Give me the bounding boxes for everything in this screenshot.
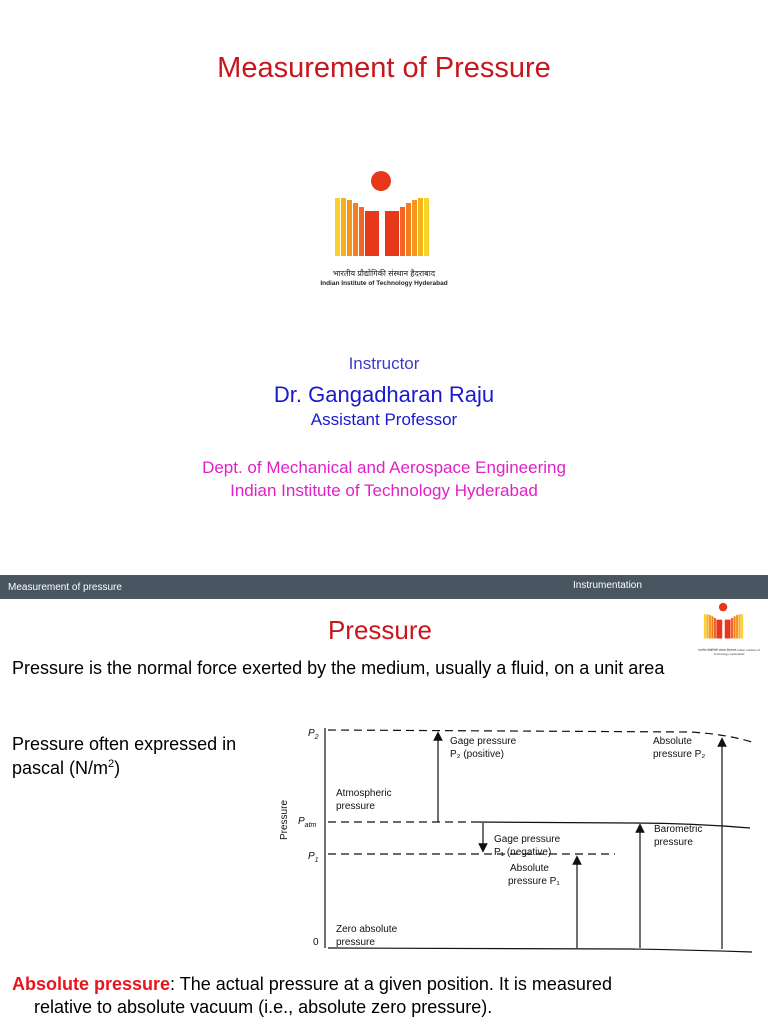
pressure-diagram xyxy=(270,720,760,958)
absolute-p2-label-1: Absolute xyxy=(653,736,692,747)
absolute-pressure-paragraph xyxy=(12,973,756,1019)
unit-text: Pressure often expressed in pascal (N/m xyxy=(12,734,237,778)
unit-suffix: ) xyxy=(114,758,121,778)
slide-title: Measurement of Pressure xyxy=(217,52,551,84)
y-axis-label: Pressure xyxy=(279,799,290,841)
level-patm: $P_{atm}$ xyxy=(298,816,317,829)
absolute-pressure-text: : The actual pressure at a given position. It is measured xyxy=(170,974,612,994)
absolute-p1-label-2: pressure P₁ xyxy=(508,876,560,887)
atmospheric-label-1: Atmospheric xyxy=(336,788,392,799)
patm-solid-line xyxy=(475,822,750,828)
department xyxy=(0,456,768,502)
level-zero: 0 xyxy=(313,937,319,948)
instructor-role: Assistant Professor xyxy=(310,410,458,429)
header-left-text: Measurement of pressure xyxy=(8,582,122,593)
barometric-label-1: Barometric xyxy=(654,824,703,835)
zero-absolute-label-1: Zero absolute xyxy=(336,924,398,935)
level-p1: $P_1$ xyxy=(308,851,319,864)
zero-absolute-label-2: pressure xyxy=(336,937,375,948)
atmospheric-label-2: pressure xyxy=(336,801,375,812)
unit-superscript: 2 xyxy=(108,758,115,770)
header-right-text: Instrumentation xyxy=(573,580,642,591)
gage-negative-label-1: Gage pressure xyxy=(494,834,561,845)
gage-positive-label-2: P₂ (positive) xyxy=(450,749,504,760)
slide-separator xyxy=(0,560,768,575)
zero-line xyxy=(328,948,752,952)
gage-positive-label-1: Gage pressure xyxy=(450,736,517,747)
instructor-label: Instructor xyxy=(348,354,420,373)
absolute-p1-label-1: Absolute xyxy=(510,863,549,874)
unit-paragraph xyxy=(12,732,272,780)
level-p2: $P_2$ xyxy=(308,728,319,741)
barometric-label-2: pressure xyxy=(654,837,693,848)
dept-line-2: Indian Institute of Technology Hyderabad xyxy=(230,481,538,500)
absolute-p2-label-2: pressure P₂ xyxy=(653,749,706,760)
instructor-name: Dr. Gangadharan Raju xyxy=(273,382,495,407)
pressure-slide xyxy=(0,575,768,1024)
logo-caption-hindi: भारतीय प्रौद्योगिकी संस्थान हैदराबाद xyxy=(332,269,436,278)
definition-paragraph: Pressure is the normal force exerted by the medium, usually a fluid, on a unit area xyxy=(12,658,665,678)
iith-logo-icon xyxy=(333,170,443,268)
logo-caption-english: Indian Institute of Technology Hyderabad xyxy=(320,280,448,287)
iith-logo-icon xyxy=(703,600,749,646)
absolute-pressure-text-2: relative to absolute vacuum (i.e., absolute zero pressure). xyxy=(34,997,493,1017)
slide-title: Pressure xyxy=(327,615,433,645)
absolute-pressure-term: Absolute pressure xyxy=(12,974,171,994)
slide-header xyxy=(0,575,768,599)
gage-negative-label-2: P₁ (negative) xyxy=(494,847,552,858)
dept-line-1: Dept. of Mechanical and Aerospace Engineering xyxy=(202,458,566,477)
logo-caption: भारतीय प्रौद्योगिकी संस्थान हैदराबाद Indian Institute of Technology Hyderabad xyxy=(698,648,760,656)
